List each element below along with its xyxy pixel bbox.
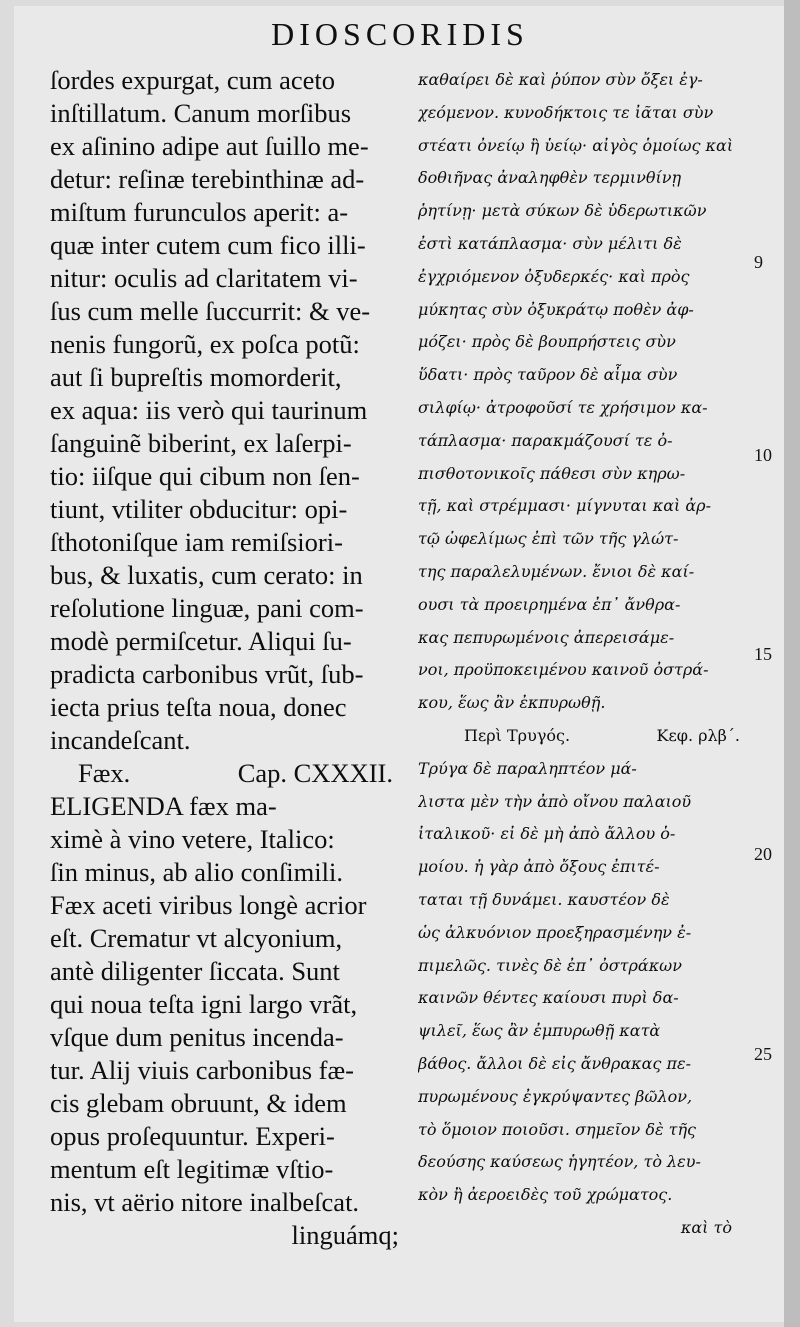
latin-catchword: linguámq; <box>291 1220 399 1250</box>
greek-line: ἰταλικοῦ· εἰ δὲ μὴ ἀπὸ ἄλλου ὁ- <box>418 824 676 844</box>
greek-line: χεόμενον. κυνοδήκτοις τε ἰᾶται σὺν <box>418 102 714 122</box>
latin-chapter-number: Cap. CXXXII. <box>237 758 393 788</box>
latin-line: ſordes expurgat, cum aceto <box>50 65 336 95</box>
latin-line: vſque dum penitus incenda- <box>50 1022 344 1052</box>
latin-line: tio: iiſque qui cibum non ſen- <box>50 461 360 491</box>
greek-line: πυρωμένους ἐγκρύψαντες βῶλον, <box>418 1086 693 1106</box>
latin-line: tur. Alij viuis carbonibus fæ- <box>50 1055 354 1085</box>
latin-line: cis glebam obruunt, & idem <box>50 1088 347 1118</box>
greek-chapter-title: Περὶ Τρυγός. <box>464 725 571 745</box>
latin-line: tiunt, vtiliter obducitur: opi- <box>50 494 348 524</box>
latin-line: reſolutione linguæ, pani com- <box>50 593 364 623</box>
page-edge-shadow <box>784 0 800 1327</box>
margin-number: 9 <box>754 252 763 272</box>
latin-line: aut ſi bupreſtis momorderit, <box>50 362 342 392</box>
greek-line: κας πεπυρωμένοις ἀπερεισάμε- <box>418 627 675 647</box>
greek-line: ουσι τὰ προειρημένα ἐπ᾽ ἄνθρα- <box>418 594 681 614</box>
greek-line: πιμελῶς. τινὲς δὲ ἐπ᾽ ὀστράκων <box>418 955 682 975</box>
latin-line: quæ inter cutem cum fico illi- <box>50 230 366 260</box>
greek-line: δεούσης καύσεως ἡγητέον, τὸ λευ- <box>418 1152 701 1172</box>
greek-line: τὸ ὅμοιον ποιοῦσι. σημεῖον δὲ τῆς <box>418 1119 697 1139</box>
latin-line: miſtum furunculos aperit: a- <box>50 197 349 227</box>
latin-line: inſtillatum. Canum morſibus <box>50 98 352 128</box>
latin-line: Fæx aceti viribus longè acrior <box>50 890 367 920</box>
latin-line: bus, & luxatis, cum cerato: in <box>50 560 363 590</box>
greek-line: ταται τῇ δυνάμει. καυστέον δὲ <box>418 889 670 909</box>
margin-number: 20 <box>754 844 772 864</box>
latin-line: detur: reſinæ terebinthinæ ad- <box>50 164 365 194</box>
greek-line: πισθοτονικοῖς πάθεσι σὺν κηρω- <box>418 463 686 483</box>
greek-catchword: καὶ τὸ <box>680 1217 732 1237</box>
latin-chapter-title: Fæx. <box>78 758 131 788</box>
greek-column <box>418 64 748 1245</box>
latin-line: nenis fungorũ, ex poſca potũ: <box>50 329 360 359</box>
latin-line: ximè à vino vetere, Italico: <box>50 824 335 854</box>
greek-line: ῥητίνῃ· μετὰ σύκων δὲ ὑδερωτικῶν <box>418 201 707 221</box>
greek-line: μύκητας σὺν ὀξυκράτῳ ποθὲν ἀφ- <box>418 299 694 319</box>
latin-line: antè diligenter ſiccata. Sunt <box>50 956 340 986</box>
latin-line: mentum eſt legitimæ vſtio- <box>50 1154 334 1184</box>
running-title: DIOSCORIDIS <box>271 16 529 52</box>
latin-line: iecta prius teſta noua, donec <box>50 692 347 722</box>
latin-line: opus proſequuntur. Experi- <box>50 1121 335 1151</box>
greek-line: δοθιῆνας ἀναληφθὲν τερμινθίνῃ <box>418 168 682 188</box>
margin-number: 25 <box>754 1044 772 1064</box>
greek-line: νοι, προϋποκειμένου καινοῦ ὀστρά- <box>418 660 709 680</box>
greek-line: στέατι ὀνείῳ ἢ ὑείῳ· αἰγὸς ὁμοίως καὶ <box>418 135 734 155</box>
margin-number: 10 <box>754 445 772 465</box>
latin-line: ELIGENDA fæx ma- <box>50 791 277 821</box>
latin-line: ex aſinino adipe aut ſuillo me- <box>50 131 369 161</box>
greek-line: ἐστὶ κατάπλασμα· σὺν μέλιτι δὲ <box>418 233 682 253</box>
greek-line: ὕδατι· πρὸς ταῦρον δὲ αἷμα σὺν <box>418 365 678 385</box>
latin-chapter-heading <box>50 757 405 790</box>
greek-line: μόζει· πρὸς δὲ βουπρήστεις σὺν <box>418 332 676 352</box>
greek-line: Τρύγα δὲ παραληπτέον μά- <box>418 758 637 778</box>
greek-line: ψιλεῖ, ἕως ἂν ἐμπυρωθῇ κατὰ <box>418 1021 661 1041</box>
greek-line: καινῶν θέντες καίουσι πυρὶ δα- <box>418 988 679 1008</box>
greek-line: ἐγχριόμενον ὀξυδερκές· καὶ πρὸς <box>418 266 690 286</box>
greek-line: τάπλασμα· παρακμάζουσί τε ὀ- <box>418 430 673 450</box>
greek-line: κου, ἕως ἂν ἐκπυρωθῇ. <box>418 693 606 713</box>
latin-line: ſin minus, ab alio conſimili. <box>50 857 343 887</box>
latin-line: pradicta carbonibus vrũt, ſub- <box>50 659 364 689</box>
greek-line: σιλφίῳ· ἀτροφοῦσί τε χρήσιμον κα- <box>418 397 708 417</box>
greek-line: της παραλελυμένων. ἔνιοι δὲ καί- <box>418 561 695 581</box>
greek-line: βάθος. ἄλλοι δὲ εἰς ἄνθρακας πε- <box>418 1053 691 1073</box>
greek-line: τῇ, καὶ στρέμμασι· μίγνυται καὶ ἀρ- <box>418 496 711 516</box>
latin-line: eſt. Crematur vt alcyonium, <box>50 923 343 953</box>
greek-chapter-number: Κεφ. ρλβ΄. <box>656 725 740 745</box>
greek-line: καθαίρει δὲ καὶ ῥύπον σὺν ὄξει ἐγ- <box>418 70 703 89</box>
latin-line: ex aqua: iis verò qui taurinum <box>50 395 368 425</box>
latin-line: ſthotoniſque iam remiſsiori- <box>50 527 343 557</box>
latin-line: nis, vt aërio nitore inalbeſcat. <box>50 1187 360 1217</box>
greek-line: κὸν ἢ ἀεροειδὲς τοῦ χρώματος. <box>418 1185 673 1205</box>
latin-line: ſanguinẽ biberint, ex laſerpi- <box>50 428 352 458</box>
greek-line: μοίου. ἡ γὰρ ἀπὸ ὄξους ἐπιτέ- <box>418 857 660 877</box>
greek-line: τῷ ὠφελίμως ἐπὶ τῶν τῆς γλώτ- <box>418 529 679 549</box>
latin-line: modè permiſcetur. Aliqui ſu- <box>50 626 352 656</box>
latin-line: nitur: oculis ad claritatem vi- <box>50 263 358 293</box>
latin-line: qui noua teſta igni largo vrãt, <box>50 989 358 1019</box>
latin-line: incandeſcant. <box>50 725 191 755</box>
latin-line: ſus cum melle ſuccurrit: & ve- <box>50 296 371 326</box>
greek-line: λιστα μὲν τὴν ἀπὸ οἴνου παλαιοῦ <box>418 791 692 811</box>
greek-chapter-heading <box>418 720 748 753</box>
latin-column <box>50 64 405 1252</box>
greek-line: ὡς ἀλκυόνιον προεξηρασμένην ἐ- <box>418 922 692 942</box>
margin-number: 15 <box>754 644 772 664</box>
